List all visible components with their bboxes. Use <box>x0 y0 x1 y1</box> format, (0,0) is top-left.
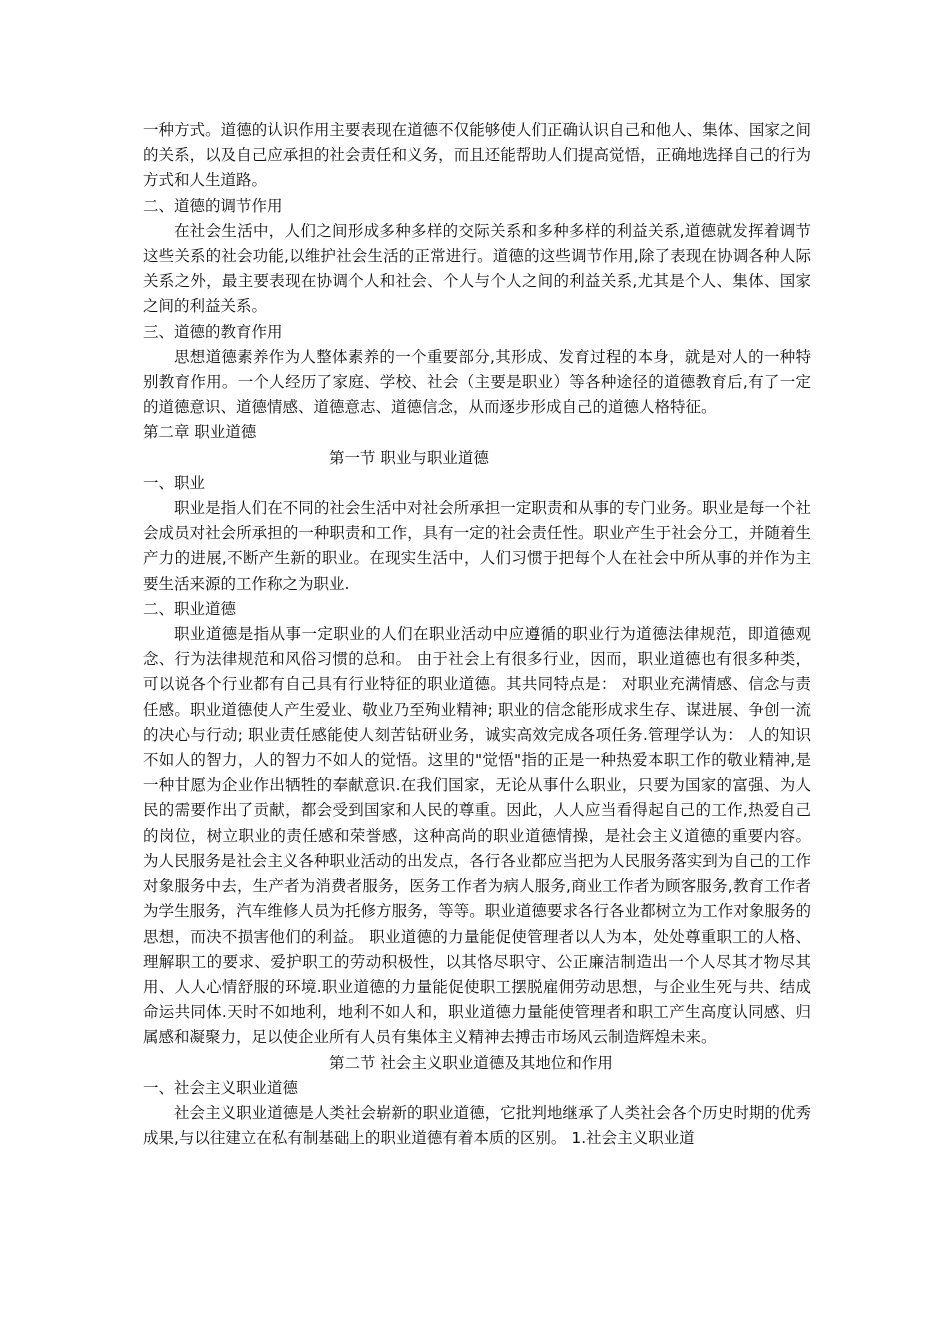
paragraph-moral-education: 思想道德素养作为人整体素养的一个重要部分,其形成、发育过程的本身，就是对人的一种特别教育作用。一个人经历了家庭、学校、社会（主要是职业）等各种途径的道德教育后,有了一定的道德意识、道德情感、道德意志、道德信念，从而逐步形成自己的道德人格特征。 <box>143 347 811 417</box>
heading-moral-regulation: 二、道德的调节作用 <box>143 196 283 215</box>
paragraph-moral-regulation: 在社会生活中，人们之间形成多种多样的交际关系和多种多样的利益关系,道德就发挥着调节这些关系的社会功能,以维护社会生活的正常进行。道德的这些调节作用,除了表现在协调各种人际关系之外，最主要表现在协调个人和社会、个人与个人之间的利益关系,尤其是个人、集体、国家之间的利益关系。 <box>143 221 811 316</box>
chapter-title: 第二章 职业道德 <box>143 423 257 442</box>
heading-moral-education: 三、道德的教育作用 <box>143 322 283 341</box>
heading-occupation: 一、职业 <box>143 473 206 492</box>
paragraph-occupation: 职业是指人们在不同的社会生活中对社会所承担一定职责和从事的专门业务。职业是每一个社会成员对社会所承担的一种职责和工作，具有一定的社会责任性。职业产生于社会分工，并随着生产力的进展,不断产生新的职业。在现实生活中，人们习惯于把每个人在社会中所从事的并作为主要生活来源的工作称之为职业. <box>143 499 811 593</box>
paragraph-professional-ethics: 职业道德是指从事一定职业的人们在职业活动中应遵循的职业行为道德法律规范，即道德观念、行为法律规范和风俗习惯的总和。 由于社会上有很多行业，因而，职业道德也有很多种类，可以说各个行业都有自己具有行业特征的职业道德。其共同特点是： 对职业充满情感、信念与责任感。职业道德使人产生爱业、敬业乃至殉业精神; 职业的信念能形成求生存、谋进展、争创一流的决心与行动; 职业责任感能使人刻苦钻研业务，诚实高效完成各项任务.管理学认为： 人的知识不如人的智力，人的智力不如人的觉悟。这里的"觉悟"指的正是一种热爱本职工作的敬业精神,是一种甘愿为企业作出牺牲的奉献意识.在我们国家，无论从事什么职业，只要为国家的富强、为人民的需要作出了贡献，都会受到国家和人民的尊重。因此，人人应当看得起自己的工作,热爱自己的岗位，树立职业的责任感和荣誉感，这种高尚的职业道德情操，是社会主义道德的重要内容。 为人民服务是社会主义各种职业活动的出发点，各行各业都应当把为人民服务落实到为自己的工作对象服务中去，生产者为消费者服务，医务工作者为病人服务,商业工作者为顾客服务,教育工作者为学生服务，汽车维修人员为托修方服务，等等。职业道德要求各行各业都树立为工作对象服务的思想，而决不损害他们的利益。 职业道德的力量能促使管理者以人为本，处处尊重职工的人格、理解职工的要求、爱护职工的劳动积极性，以其恪尽职守、公正廉洁制造出一个人尽其才物尽其用、人人心情舒服的环境.职业道德的力量能促使职工摆脱雇佣劳动思想，与企业生死与共、结成命运共同体.天时不如地利，地利不如人和，职业道德力量能使管理者和职工产生高度认同感、归属感和凝聚力，足以使企业所有人员有集体主义精神去搏击市场风云制造辉煌未来。 <box>143 625 811 1047</box>
section-title-1: 第一节 职业与职业道德 <box>329 448 489 467</box>
heading-professional-ethics: 二、职业道德 <box>143 599 237 618</box>
document-page <box>143 118 811 1151</box>
paragraph-moral-cognition: 一种方式。道德的认识作用主要表现在道德不仅能够使人们正确认识自己和他人、集体、国家之间的关系，以及自己应承担的社会责任和义务，而且还能帮助人们提高觉悟，正确地选择自己的行为方式和人生道路。 <box>143 121 811 190</box>
paragraph-socialist-ethics: 社会主义职业道德是人类社会崭新的职业道德，它批判地继承了人类社会各个历史时期的优秀成果,与以往建立在私有制基础上的职业道德有着本质的区别。 1.社会主义职业道 <box>143 1103 811 1148</box>
heading-socialist-ethics: 一、社会主义职业道德 <box>143 1078 299 1097</box>
section-title-2: 第二节 社会主义职业道德及其地位和作用 <box>329 1053 613 1072</box>
